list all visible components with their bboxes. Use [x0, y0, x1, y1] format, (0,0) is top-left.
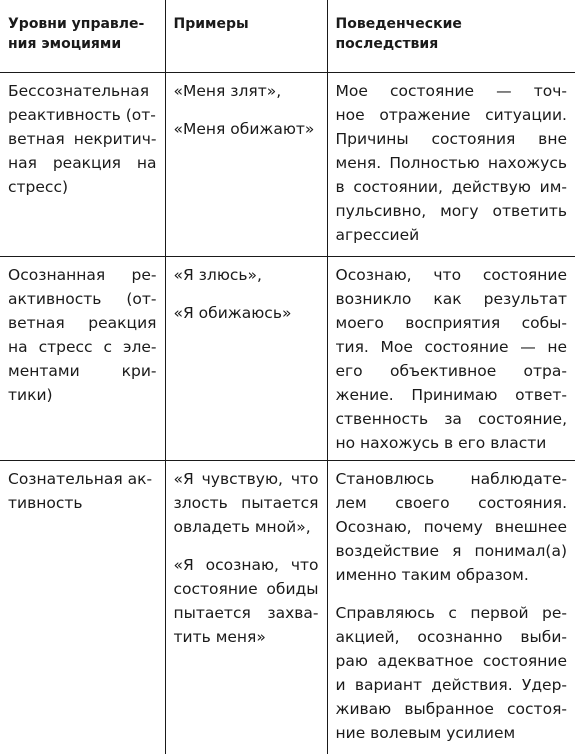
- example-line: «Я осознаю, что: [173, 555, 319, 574]
- examples-cell: [165, 72, 327, 256]
- level-cell: [0, 72, 165, 256]
- examples-cell: [165, 460, 327, 754]
- consequence-line: Становлюсь наблюдате-: [335, 469, 567, 488]
- example-line: злость пытается: [173, 493, 319, 512]
- consequence-line: возникло как результат: [335, 289, 567, 308]
- header-levels: [0, 0, 165, 72]
- consequence-line: раю адекватное состояние: [335, 651, 567, 670]
- level-line: Осознанная ре-: [8, 265, 157, 284]
- consequence-line: пульсивно, могу ответить: [335, 201, 567, 220]
- example-quote: [174, 301, 319, 325]
- level-line: ментами кри-: [8, 361, 157, 380]
- header-examples: [165, 0, 327, 72]
- example-line: «Я злюсь»,: [173, 265, 262, 284]
- table-row: [0, 256, 575, 460]
- level-cell: [0, 460, 165, 754]
- consequence-line: живаю выбранное состоя-: [335, 699, 567, 718]
- consequence-line: ние волевым усилием: [335, 723, 516, 742]
- table-row: [0, 460, 575, 754]
- consequence-line: но нахожусь в его власти: [335, 433, 547, 452]
- level-line: реактивность (от-: [8, 105, 156, 124]
- header-levels-line: ния эмоциями: [8, 36, 122, 52]
- level-line: ветная некритич-: [8, 129, 157, 148]
- header-levels-line: Уровни управле-: [8, 16, 145, 32]
- consequence-line: агрессией: [335, 225, 420, 244]
- level-line: Сознательная ак-: [8, 469, 153, 488]
- consequence-line: жение. Принимаю ответ-: [335, 385, 567, 404]
- level-line: ная реакция на: [8, 153, 157, 172]
- consequences-cell: [327, 460, 575, 754]
- level-line: стресс): [8, 177, 69, 196]
- consequence-line: лем своего состояния.: [335, 493, 567, 512]
- example-line: «Я обижаюсь»: [173, 303, 292, 322]
- consequence-paragraph: [336, 467, 568, 587]
- consequence-line: его объективное отра-: [335, 361, 567, 380]
- example-line: «Я чувствую, что: [173, 469, 319, 488]
- example-quote: [174, 117, 319, 141]
- consequence-line: ное отражение ситуации.: [335, 105, 567, 124]
- consequence-line: воздействие я понимал(а): [335, 541, 567, 560]
- header-consequences: [327, 0, 575, 72]
- header-consequences-line: последствия: [335, 36, 439, 52]
- consequence-line: Причины состояния вне: [335, 129, 567, 148]
- level-line: Бессознательная: [8, 81, 150, 100]
- level-line: тивность: [8, 493, 83, 512]
- example-line: пытается захва-: [173, 603, 319, 622]
- consequence-line: Справляюсь с первой ре-: [335, 603, 567, 622]
- level-cell: [0, 256, 165, 460]
- consequences-cell: [327, 256, 575, 460]
- example-quote: [174, 263, 319, 287]
- level-line: тики): [8, 385, 53, 404]
- consequence-line: и вариант действия. Удер-: [335, 675, 567, 694]
- example-line: овладеть мной»,: [173, 517, 311, 536]
- consequence-line: Мое состояние — точ-: [335, 81, 567, 100]
- consequence-line: Осознаю, что состояние: [335, 265, 567, 284]
- example-line: тить меня»: [173, 627, 266, 646]
- consequence-line: именно таким образом.: [335, 565, 529, 584]
- header-consequences-line: Поведенческие: [335, 16, 462, 32]
- example-line: «Меня обижают»: [173, 119, 315, 138]
- consequences-cell: [327, 72, 575, 256]
- example-quote: [174, 467, 319, 539]
- consequence-line: ственность за состояние,: [335, 409, 567, 428]
- consequence-paragraph: [336, 601, 568, 745]
- example-quote: [174, 79, 319, 103]
- consequence-paragraph: [336, 263, 568, 455]
- consequence-paragraph: [336, 79, 568, 247]
- consequence-line: акцией, осознанно выби-: [335, 627, 567, 646]
- example-line: «Меня злят»,: [173, 81, 282, 100]
- table-row: [0, 72, 575, 256]
- level-line: ветная реакция: [8, 313, 157, 332]
- examples-cell: [165, 256, 327, 460]
- header-examples-line: Примеры: [173, 16, 249, 32]
- level-line: активность (от-: [8, 289, 157, 308]
- consequence-line: в состоянии, действую им-: [335, 177, 567, 196]
- table-header-row: [0, 0, 575, 72]
- example-quote: [174, 553, 319, 649]
- consequence-line: меня. Полностью нахожусь: [335, 153, 567, 172]
- level-line: на стресс с эле-: [8, 337, 157, 356]
- consequence-line: тия. Мое состояние — не: [335, 337, 567, 356]
- consequence-line: моего восприятия собы-: [335, 313, 567, 332]
- consequence-line: Осознаю, почему внешнее: [335, 517, 567, 536]
- example-line: состояние обиды: [173, 579, 319, 598]
